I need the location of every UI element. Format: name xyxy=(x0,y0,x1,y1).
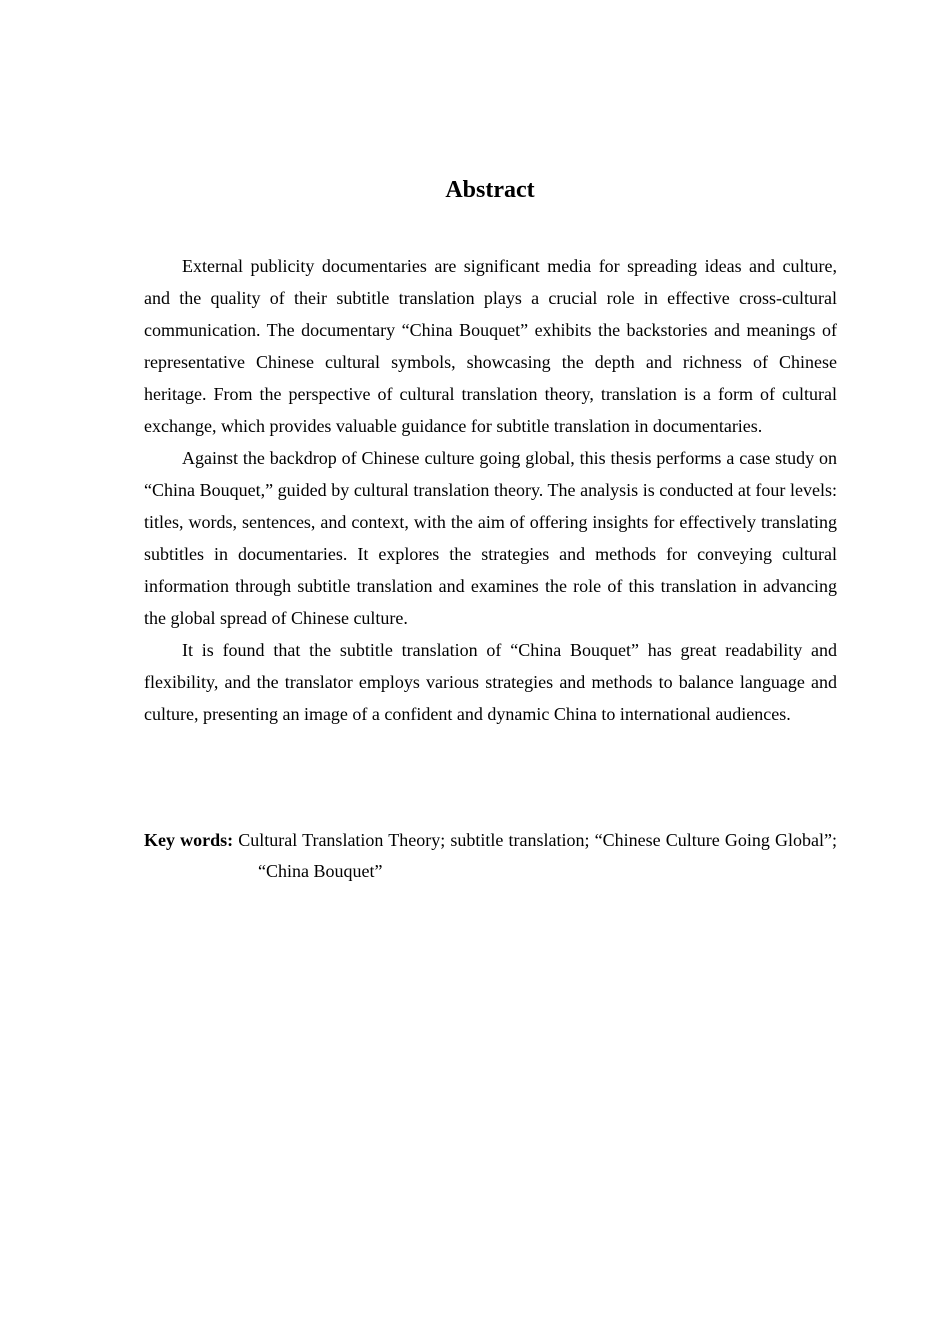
abstract-paragraph-3: It is found that the subtitle translation of “China Bouquet” has great readability and flexibility, and the translator employs various strategies and methods to balance language and culture, presenting an image of a confident and dynamic China to international audiences. xyxy=(144,640,837,724)
keywords-label: Key words: xyxy=(144,830,234,850)
abstract-body xyxy=(144,250,837,730)
keywords-text: Cultural Translation Theory; subtitle translation; “Chinese Culture Going Global”; “China Bouquet” xyxy=(238,830,837,881)
keywords-block xyxy=(144,825,837,887)
abstract-paragraph-2: Against the backdrop of Chinese culture going global, this thesis performs a case study on “China Bouquet,” guided by cultural translation theory. The analysis is conducted at four levels: titles, words, sentences, and context, with the aim of offering insights for effectively translating subtitles in documentaries. It explores the strategies and methods for conveying cultural information through subtitle translation and examines the role of this translation in advancing the global spread of Chinese culture. xyxy=(144,448,837,628)
abstract-title: Abstract xyxy=(445,177,535,203)
abstract-paragraph-1: External publicity documentaries are significant media for spreading ideas and culture, and the quality of their subtitle translation plays a crucial role in effective cross-cultural communication. The documentary “China Bouquet” exhibits the backstories and meanings of representative Chinese cultural symbols, showcasing the depth and richness of Chinese heritage. From the perspective of cultural translation theory, translation is a form of cultural exchange, which provides valuable guidance for subtitle translation in documentaries. xyxy=(144,256,837,436)
